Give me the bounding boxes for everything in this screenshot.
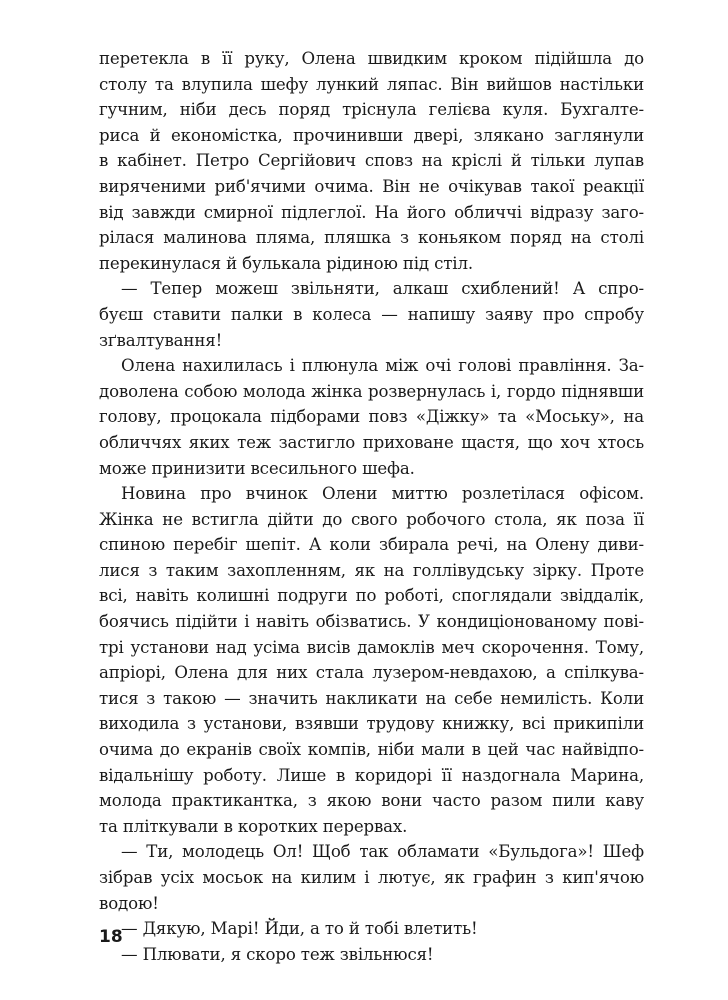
text-line: зібрав усіх мосьок на килим і лютує, як графин з кип'ячою (99, 868, 644, 887)
text-line: — Дякую, Марі! Йди, а то й тобі влетить! (121, 919, 478, 939)
text-line: апріорі, Олена для них стала лузером-невдахою, а спілкува- (99, 663, 644, 683)
text-line: може принизити всесильного шефа. (99, 458, 415, 478)
text-line: гучним, ніби десь поряд тріснула гелієва куля. Бухгалте- (99, 100, 644, 120)
text-line: столу та влупила шефу лункий ляпас. Він вийшов настільки (99, 74, 644, 94)
page-body-text (99, 46, 644, 967)
text-line: спиною перебіг шепіт. А коли збирала речі, на Олену диви- (99, 535, 644, 555)
text-line: молода практикантка, з якою вони часто разом пили каву (99, 791, 644, 811)
text-line: очима до екранів своїх компів, ніби мали в цей час найвідпо- (99, 740, 644, 760)
text-line: риса й економістка, прочинивши двері, злякано заглянули (99, 125, 644, 145)
text-line: всі, навіть колишні подруги по роботі, споглядали звіддалік, (99, 586, 644, 606)
text-line: виходила з установи, взявши трудову книжку, всі прикипіли (99, 714, 644, 734)
text-line: перетекла в її руку, Олена швидким кроком підійшла до (99, 49, 644, 68)
text-line: обличчях яких теж застигло приховане щастя, що хоч хтось (99, 432, 644, 452)
text-line: трі установи над усіма висів дамоклів меч скорочення. Тому, (99, 637, 644, 657)
text-line: та пліткували в коротких перервах. (99, 816, 408, 836)
text-line: водою! (99, 893, 159, 913)
text-line: буєш ставити палки в колеса — напишу заяву про спробу (99, 304, 644, 324)
text-line: Жінка не встигла дійти до свого робочого стола, як поза її (99, 509, 644, 529)
text-line: тися з такою — значить накликати на себе немилість. Коли (99, 688, 644, 708)
text-line: перекинулася й булькала рідиною під стіл. (99, 253, 473, 273)
text-line: лися з таким захопленням, як на голлівудську зірку. Проте (99, 560, 644, 580)
text-line: доволена собою молода жінка розвернулась і, гордо піднявши (99, 381, 644, 401)
text-line: Олена нахилилась і плюнула між очі голові правління. За- (121, 356, 644, 376)
text-line: боячись підійти і навіть обізватись. У кондиціонованому пові- (99, 612, 644, 632)
text-line: відальнішу роботу. Лише в коридорі її наздогнала Марина, (99, 765, 644, 785)
text-line: — Ти, молодець Ол! Щоб так обламати «Бульдога»! Шеф (121, 842, 644, 862)
page-number: 18 (99, 927, 123, 947)
text-line: в кабінет. Петро Сергійович сповз на кріслі й тільки лупав (99, 151, 644, 171)
text-line: голову, процокала підборами повз «Діжку» та «Моську», на (99, 407, 644, 427)
text-line: зґвалтування! (99, 330, 223, 350)
text-line: від завжди смирної підлеглої. На його обличчі відразу заго- (99, 202, 644, 222)
text-line: — Тепер можеш звільняти, алкаш схиблений! А спро- (121, 279, 644, 299)
text-line: — Плювати, я скоро теж звільнюся! (121, 944, 434, 964)
text-line: Новина про вчинок Олени миттю розлетілася офісом. (121, 484, 644, 504)
text-line: рілася малинова пляма, пляшка з коньяком поряд на столі (99, 228, 644, 248)
text-line: виряченими риб'ячими очима. Він не очікував такої реакції (99, 176, 644, 196)
